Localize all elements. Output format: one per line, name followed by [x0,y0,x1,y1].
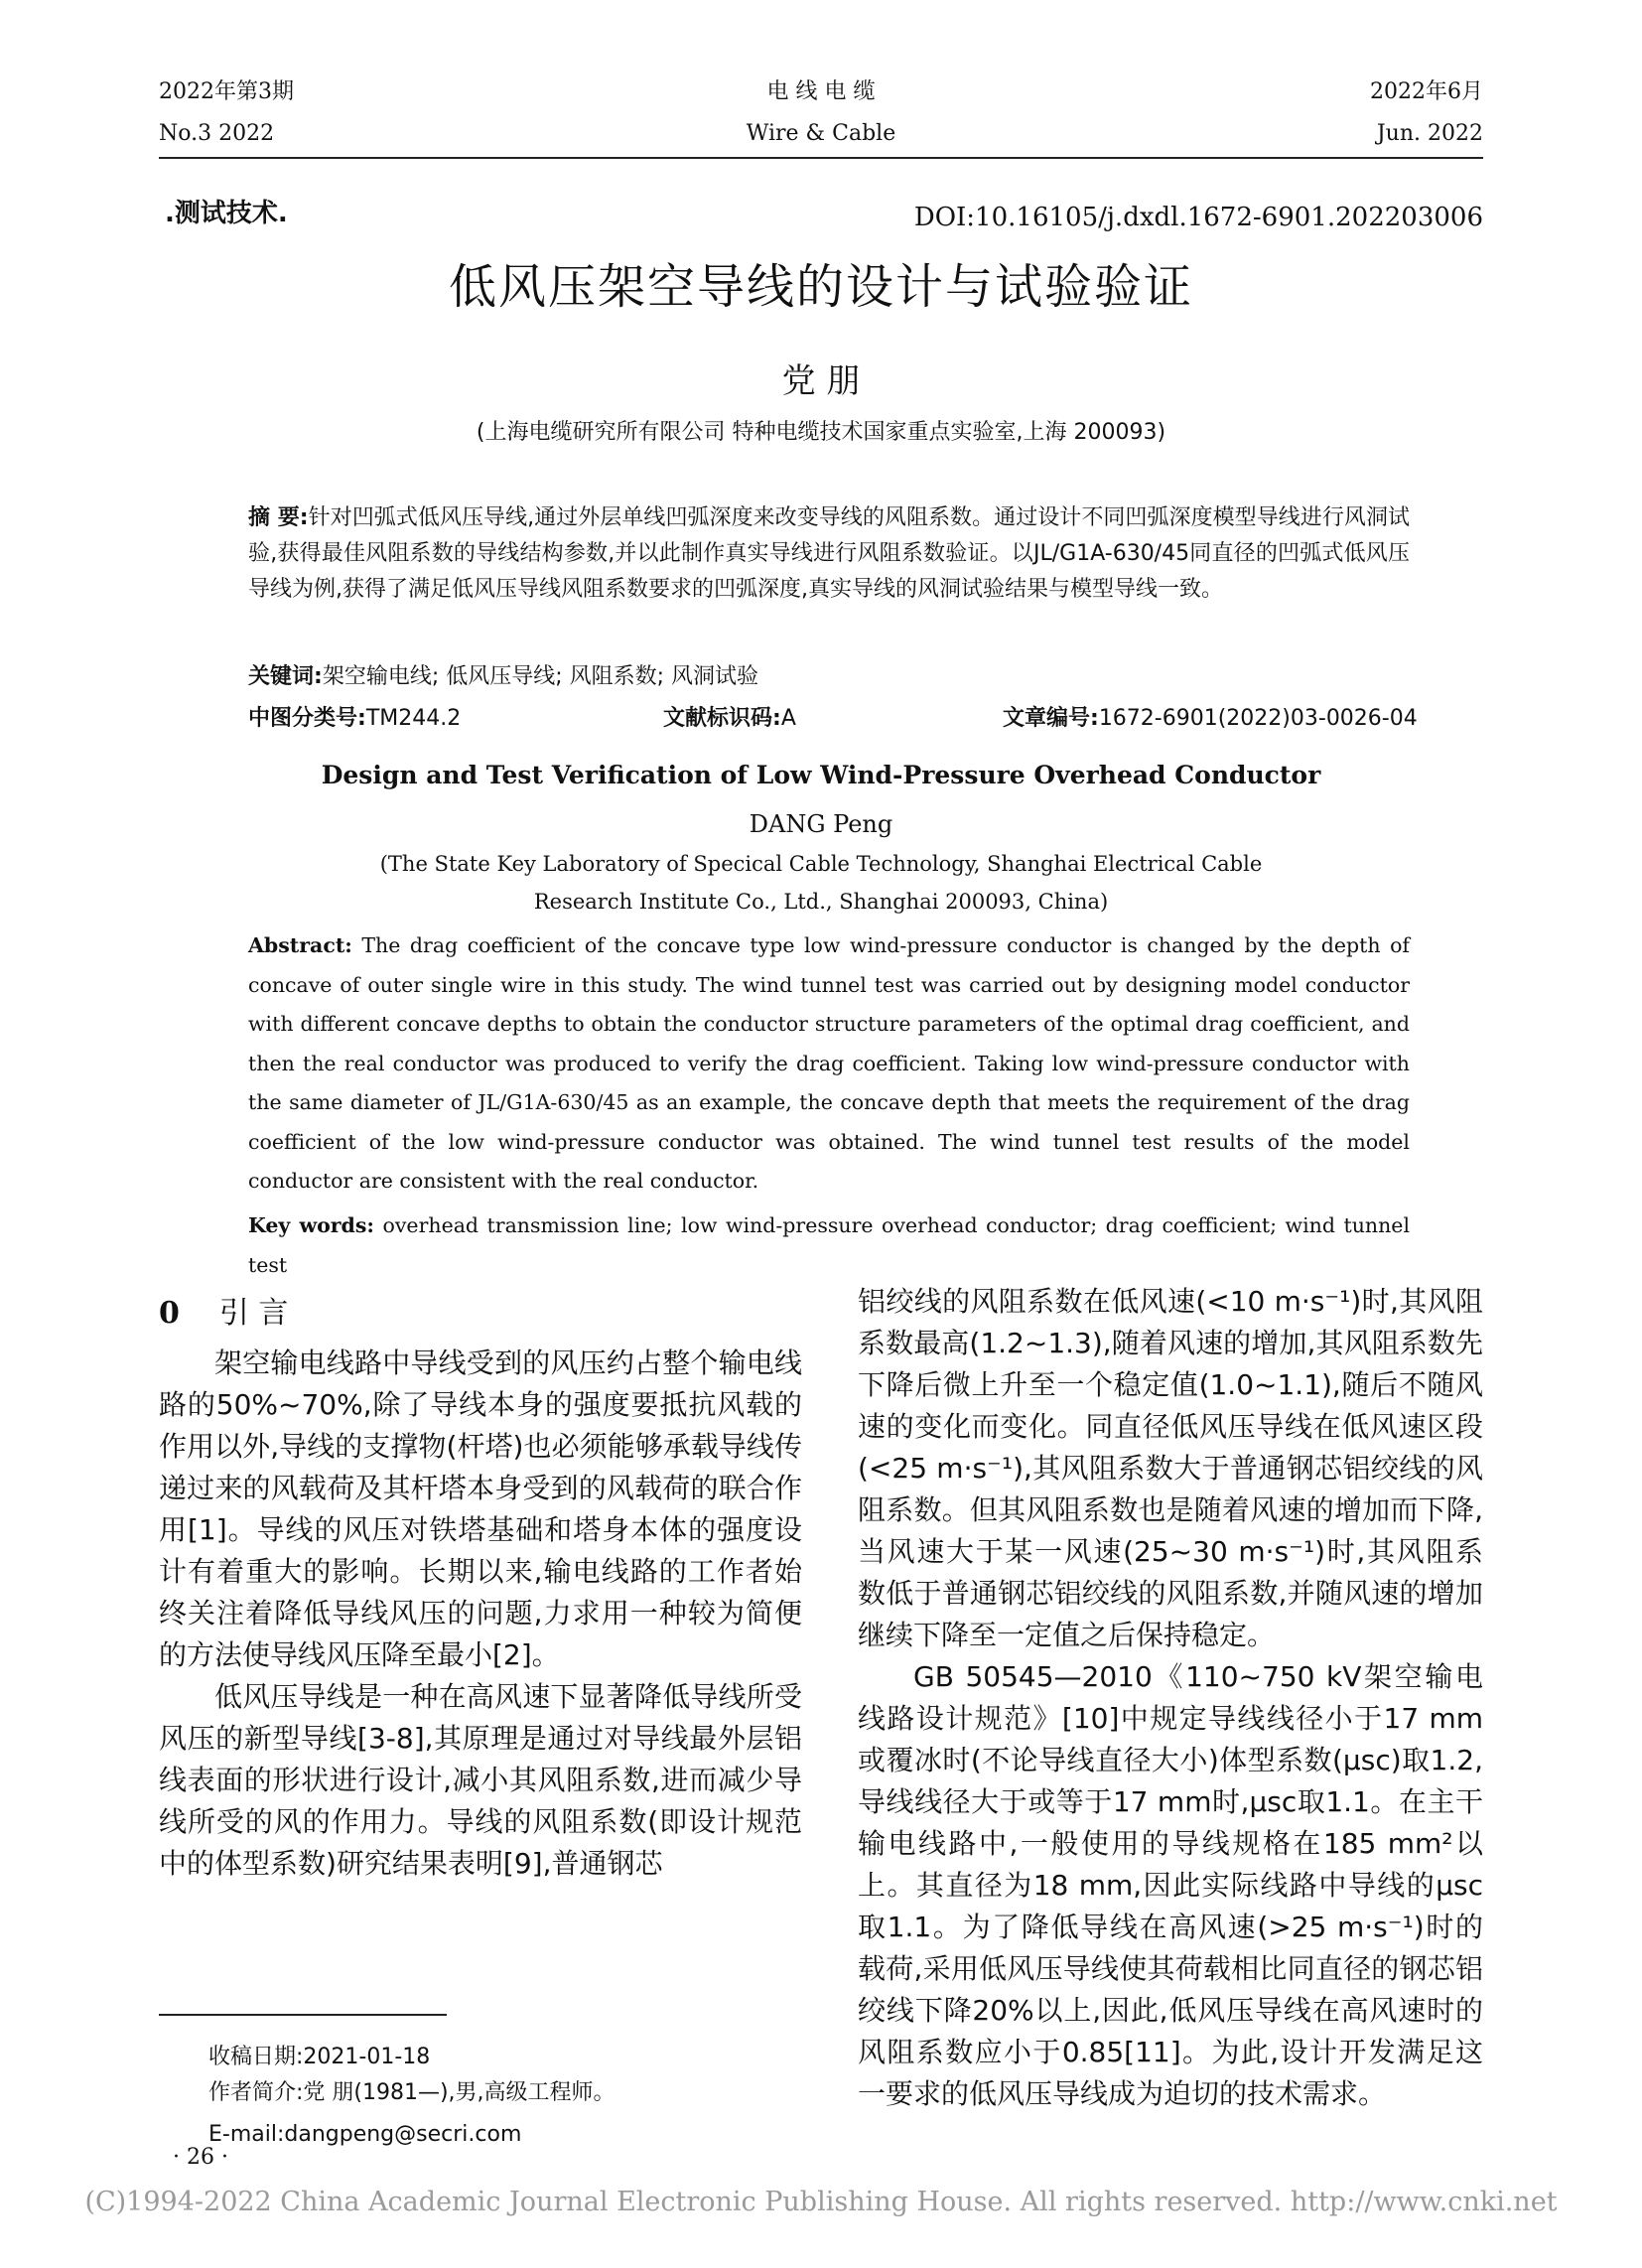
title-en: Design and Test Verification of Low Wind-Pressure Overhead Conductor [321,761,1321,789]
header-rule [159,157,1483,159]
header-date-cn: 2022年6月 [1370,79,1483,104]
article-number [1003,701,1418,737]
footnote [208,2040,616,2153]
left-column [159,1293,802,1885]
keywords-en-label: Key words: [248,1213,375,1237]
keywords-cn-text: 架空输电线; 低风压导线; 风阻系数; 风洞试验 [322,664,759,689]
article-number-label: 文章编号: [1003,706,1099,731]
affiliation-cn: (上海电缆研究所有限公司 特种电缆技术国家重点实验室,上海 200093) [476,420,1166,445]
abstract-cn-text: 针对凹弧式低风压导线,通过外层单线凹弧深度来改变导线的风阻系数。通过设计不同凹弧深度模型导线进行风洞试验,获得最佳风阻系数的导线结构参数,并以此制作真实导线进行风阻系数验证。以JL/G1A-630/45同直径的凹弧式低风压导线为例,获得了满足低风压导线风阻系数要求的凹弧深度,真实导线的风洞试验结果与模型导线一致。 [248,505,1410,602]
affiliation-en-line1: (The State Key Laboratory of Specical Cable Technology, Shanghai Electrical Cable [379,852,1263,876]
intro-paragraph-1: 架空输电线路中导线受到的风压约占整个输电线路的50%~70%,除了导线本身的强度要抵抗风载的作用以外,导线的支撑物(杆塔)也必须能够承载导线传递过来的风载荷及其杆塔本身受到的风载荷的联合作用[1]。导线的风压对铁塔基础和塔身本体的强度设计有着重大的影响。长期以来,输电线路的工作者始终关注着降低导线风压的问题,力求用一种较为简便的方法使导线风压降至最小[2]。 [159,1347,802,1671]
author-bio: 作者简介:党 朋(1981—),男,高级工程师。 [208,2080,616,2105]
doc-code-value: A [780,706,796,731]
page-title: 低风压架空导线的设计与试验验证 [448,259,1193,315]
affiliation-en-line2: Research Institute Co., Ltd., Shanghai 200093, China) [533,890,1109,914]
page-number: · 26 · [173,2145,228,2170]
intro-paragraph-2: 低风压导线是一种在高风速下显著降低导线所受风压的新型导线[3-8],其原理是通过对导线最外层铝线表面的形状进行设计,减小其风阻系数,进而减少导线所受的风的作用力。导线的风阻系数(即设计规范中的体型系数)研究结果表明[9],普通钢芯 [159,1680,802,1880]
right-paragraph-1: 铝绞线的风阻系数在低风速(<10 m·s⁻¹)时,其风阻系数最高(1.2~1.3),随着风速的增加,其风阻系数先下降后微上升至一个稳定值(1.0~1.1),随后不随风速的变化而变化。同直径低风压导线在低风速区段(<25 m·s⁻¹),其风阻系数大于普通钢芯铝绞线的风阻系数。但其风阻系数也是随着风速的增加而下降,当风速大于某一风速(25~30 m·s⁻¹)时,其风阻系数低于普通钢芯铝绞线的风阻系数,并随风速的增加继续下降至一定值之后保持稳定。 [858,1285,1483,1651]
section-0-heading [159,1293,802,1335]
doc-code [663,701,796,737]
section-0-title: 引 言 [218,1296,289,1331]
header-journal-en: Wire & Cable [746,121,896,146]
header-date-en: Jun. 2022 [1376,121,1483,146]
clc-number [248,701,461,737]
clc-value: TM244.2 [365,706,462,731]
author-en: DANG Peng [749,810,893,838]
header-issue-cn: 2022年第3期 [159,79,294,104]
clc-label: 中图分类号: [248,706,366,731]
column-tag: .测试技术. [165,199,288,228]
header-journal-cn: 电 线 电 缆 [766,79,876,104]
abstract-en [248,926,1410,1202]
doc-code-label: 文献标识码: [663,706,781,731]
copyright-notice: (C)1994-2022 China Academic Journal Electronic Publishing House. All rights reserved. http://www.cnki.net [84,2187,1558,2217]
keywords-cn-label: 关键词: [248,664,323,689]
abstract-en-text: The drag coefficient of the concave type low wind-pressure conductor is changed by the depth of concave of outer single wire in this study. The wind tunnel test was carried out by designing model conductor with different concave depths to obtain the conductor structure parameters of the optimal drag coefficient, and then the real conductor was produced to verify the drag coefficient. Taking low wind-pressure conductor with the same diameter of JL/G1A-630/45 as an example, the concave depth that meets the requirement of the drag coefficient of the low wind-pressure conductor was obtained. The wind tunnel test results of the model conductor are consistent with the real conductor. [248,933,1410,1193]
author-cn: 党 朋 [781,361,861,401]
section-0-number: 0 [159,1296,180,1331]
author-email: E-mail:dangpeng@secri.com [208,2122,522,2147]
received-date: 收稿日期:2021-01-18 [208,2045,431,2069]
keywords-en-text: overhead transmission line; low wind-pressure overhead conductor; drag coefficient; wind tunnel test [248,1213,1410,1277]
right-paragraph-2: GB 50545—2010《110~750 kV架空输电线路设计规范》[10]中规定导线线径小于17 mm或覆冰时(不论导线直径大小)体型系数(μsc)取1.2,导线线径大于或等于17 mm时,μsc取1.1。在主干输电线路中,一般使用的导线规格在185 mm²以上。其直径为18 mm,因此实际线路中导线的μsc取1.1。为了降低导线在高风速(>25 m·s⁻¹)时的载荷,采用低风压导线使其荷载相比同直径的钢芯铝绞线下降20%以上,因此,低风压导线在高风速时的风阻系数应小于0.85[11]。为此,设计开发满足这一要求的低风压导线成为迫切的技术需求。 [858,1660,1483,2110]
keywords-en [248,1206,1410,1285]
doi: DOI:10.16105/j.dxdl.1672-6901.202203006 [913,203,1483,232]
footnote-rule [159,2014,447,2016]
abstract-cn-label: 摘 要: [248,505,309,530]
keywords-cn [248,659,1410,695]
article-number-value: 1672-6901(2022)03-0026-04 [1098,706,1418,731]
abstract-en-label: Abstract: [248,933,352,957]
header-issue-en: No.3 2022 [159,121,275,146]
right-column [858,1281,1483,2115]
abstract-cn [248,500,1410,608]
